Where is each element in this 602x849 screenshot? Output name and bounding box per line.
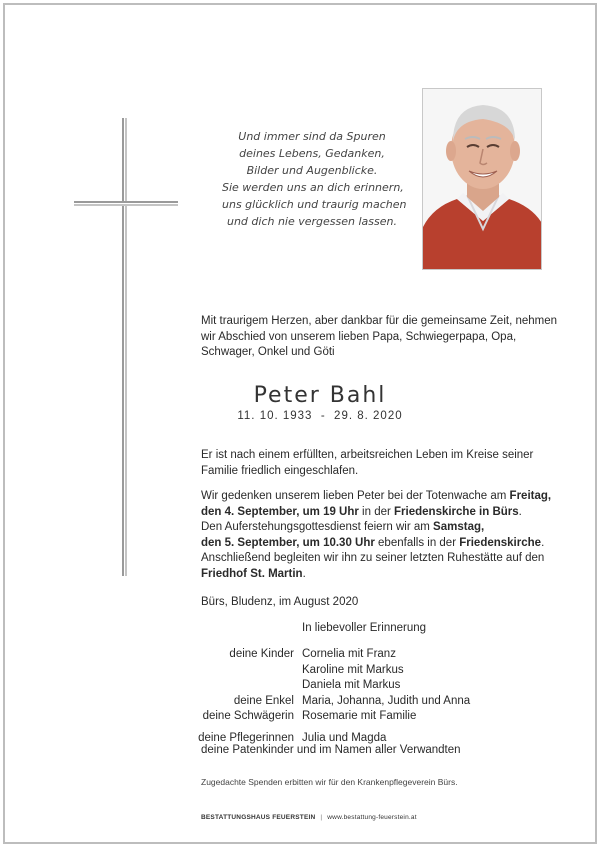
passing-line: Familie friedlich eingeschlafen. <box>201 464 359 477</box>
service-location: Friedenskirche in Bürs <box>394 505 519 518</box>
family-row <box>150 709 470 725</box>
donation-note: Zugedachte Spenden erbitten wir für den Krankenpflegeverein Bürs. <box>201 777 458 787</box>
service-date-time: den 4. September, um 19 Uhr <box>201 505 359 518</box>
funeral-home-name: BESTATTUNGSHAUS FEUERSTEIN <box>201 814 316 821</box>
poem-line: Und immer sind da Spuren <box>238 130 386 143</box>
service-text: Den Auferstehungsgottesdienst feiern wir am <box>201 521 434 533</box>
family-row <box>150 678 470 694</box>
service-line <box>201 536 551 552</box>
family-list <box>150 647 470 746</box>
poem-line: Sie werden uns an dich erinnern, <box>222 181 404 194</box>
family-label: deine Kinder <box>229 648 294 660</box>
service-text: in der <box>358 505 395 518</box>
service-date-time: den 5. September, um 10.30 Uhr <box>201 536 375 549</box>
passing-text <box>201 448 533 479</box>
family-value: Julia und Magda <box>302 731 387 744</box>
family-value: Daniela mit Markus <box>302 679 401 691</box>
intro-text <box>201 314 557 361</box>
place-date: Bürs, Bludenz, im August 2020 <box>201 596 359 608</box>
family-label: deine Pflegerinnen <box>198 731 294 744</box>
family-value: Karoline mit Markus <box>302 663 404 676</box>
poem-line: deines Lebens, Gedanken, <box>239 147 385 160</box>
poem-line: und dich nie vergessen lassen. <box>226 215 397 228</box>
godchildren-line: deine Patenkinder und im Namen aller Verwandten <box>201 744 461 756</box>
service-line <box>201 520 551 536</box>
intro-line: Schwager, Onkel und Göti <box>201 346 335 358</box>
family-value: Rosemarie mit Familie <box>302 710 417 722</box>
cemetery-name: Friedhof St. Martin <box>201 567 303 580</box>
funeral-home-url[interactable]: www.bestattung-feuerstein.at <box>327 814 417 821</box>
service-text: . <box>518 505 522 518</box>
service-day: Freitag, <box>509 490 552 502</box>
portrait-photo-image <box>423 89 542 270</box>
service-line: Anschließend begleiten wir ihn zu seiner letzten Ruhestätte auf den <box>201 552 545 564</box>
service-text: Wir gedenken unserem lieben Peter bei der Totenwache am <box>201 490 510 502</box>
poem-line: uns glücklich und traurig machen <box>222 198 407 211</box>
family-row <box>150 647 470 663</box>
service-line <box>201 489 551 505</box>
poem-line: Bilder und Augenblicke. <box>246 164 378 177</box>
service-text: ebenfalls in der <box>374 536 460 549</box>
cross-vertical-bar <box>122 118 127 576</box>
footer <box>201 814 417 821</box>
service-details <box>201 489 551 582</box>
passing-line: Er ist nach einem erfüllten, arbeitsreichen Leben im Kreise seiner <box>201 449 534 461</box>
service-text: . <box>302 567 306 580</box>
intro-line: Mit traurigem Herzen, aber dankbar für die gemeinsame Zeit, nehmen <box>201 315 558 327</box>
service-day: Samstag, <box>433 521 485 533</box>
family-value: Cornelia mit Franz <box>302 648 396 660</box>
family-label: deine Enkel <box>233 694 294 707</box>
family-row <box>150 694 470 710</box>
service-line <box>201 567 551 583</box>
memorial-poem <box>222 128 407 230</box>
cross-horizontal-bar <box>74 201 178 206</box>
intro-line: wir Abschied von unserem lieben Papa, Schwiegerpapa, Opa, <box>201 330 517 343</box>
service-location: Friedenskirche <box>459 536 542 549</box>
family-value: Maria, Johanna, Judith und Anna <box>302 694 471 707</box>
memory-line: In liebevoller Erinnerung <box>302 622 427 634</box>
family-label: deine Schwägerin <box>202 710 294 722</box>
life-dates: 11. 10. 1933 - 29. 8. 2020 <box>237 410 403 422</box>
portrait-photo <box>422 88 542 270</box>
service-text: . <box>541 536 545 549</box>
family-row <box>150 663 470 679</box>
service-line <box>201 505 551 521</box>
footer-separator: | <box>320 814 323 821</box>
deceased-name: Peter Bahl <box>253 383 387 408</box>
